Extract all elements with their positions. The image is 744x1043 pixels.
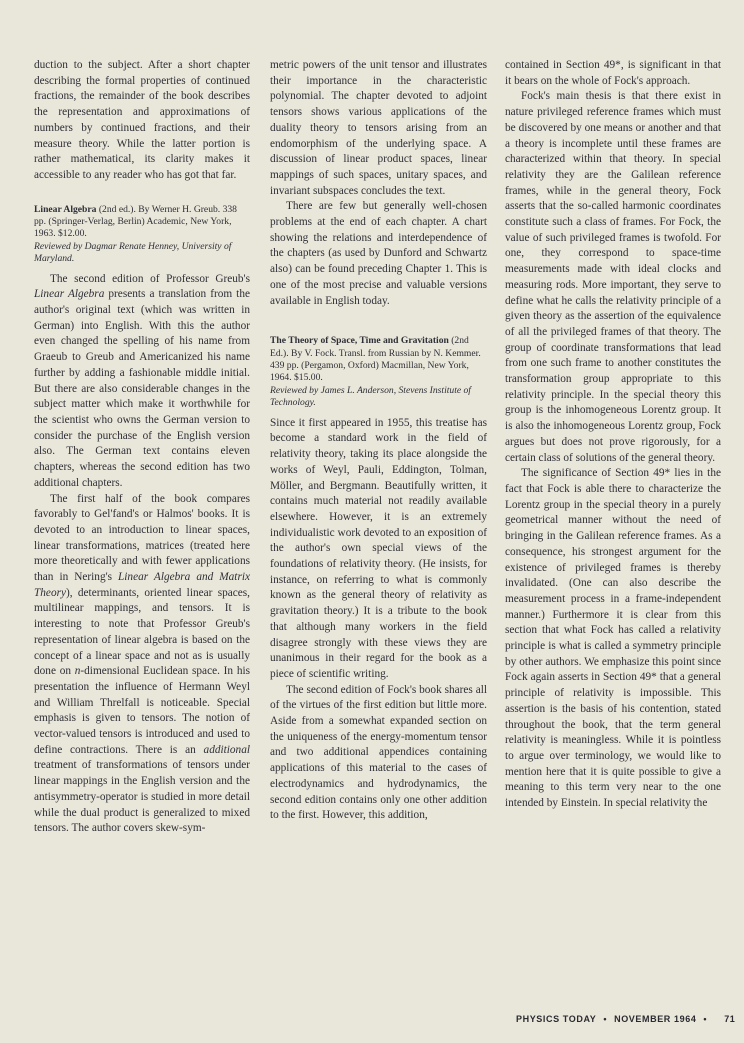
bullet-separator: •	[603, 1014, 608, 1024]
body-paragraph: The second edition of Professor Greub's Linear Algebra presents a translation from the author's original text (which was written in German) into English. With this the author even changed the spelling of his name from Graeub to Greub and Americanized his name further by adding a fashionable middle initial. But there are also considerable changes in the subject matter which make it worthwhile for the scientist who owns the German version to consider the purchase of the English version also. The German text contains eleven chapters, whereas the second edition has two additional chapters.	[34, 272, 250, 489]
reviewer-credit: Reviewed by Dagmar Renate Henney, University of Maryland.	[34, 240, 232, 265]
column-middle	[270, 58, 487, 824]
intro-paragraph: duction to the subject. After a short chapter describing the formal properties of continued fractions, the remainder of the book describes the representation and approximations of numbers by continued fractions, and their measure theory. While the latter portion is rather mathematical, its clarity makes it accessible to any reader who has got that far.	[34, 59, 250, 181]
book-title: The Theory of Space, Time and Gravitation	[270, 335, 449, 347]
issue-date: NOVEMBER 1964	[614, 1014, 697, 1024]
column-right	[505, 58, 721, 812]
review-header-fock	[270, 335, 487, 409]
journal-name: PHYSICS TODAY	[516, 1014, 597, 1024]
body-paragraph: The significance of Section 49* lies in the fact that Fock is able there to characterize the Lorentz group in the special theory in a purely geometrical manner without the need of bringing in the Galilean reference frames. As a consequence, his strongest argument for the existence of privileged frames is thereby invalidated. (One can also describe the measurement process in a frame-independent manner.) Furthermore it is clear from this section that what Fock has called a relativity principle is what is called a symmetry principle by other authors. We emphasize this point since Fock again asserts in Section 49* that a general principle of relativity is impossible. This assertion is the basis of his contention, stated throughout the book, that the term general relativity is meaningless. While it is pointless to argue over terminology, we would like to mention here that it is quite possible to give a meaning to this term very near to the one intended by Einstein. In special relativity the	[505, 467, 721, 810]
body-paragraph: Fock's main thesis is that there exist in nature privileged reference frames which must be discovered by one means or another and that a theory is incomplete until these frames are characterized within that theory. In special relativity they are the Galilean reference frames, while in the general theory, Fock asserts that the so-called harmonic coordinates constitute such a class of frames. For Fock, the value of such privileged frames is twofold. For one, they correspond to space-time measurements made with ideal clocks and measuring rods. More important, they serve to define what he calls the relativity principle of a given theory as the assertion of the equivalence of all the privileged frames of that theory. The group of coordinate transformations that lead from one such frame to another constitutes the transformation group appropriate to this relativity principle. In the special theory this group is the inhomogeneous Lorentz group. It is also the inhomogeneous Lorentz group, Fock argues but does not prove rigorously, for a certain class of solutions of the general theory.	[505, 90, 721, 464]
body-paragraph: The first half of the book compares favorably to Gel'fand's or Halmos' books. It is devoted to an introduction to linear spaces, linear transformations, matrices (treated here more theoretically and with fewer applications than in Nering's Linear Algebra and Matrix Theory), determinants, oriented linear spaces, multilinear mappings, and tensors. It is interesting to note that Professor Greub's representation of linear algebra is based on the concept of a linear space and not as is usually done on n-dimensional Euclidean space. In his presentation the influence of Hermann Weyl and William Threlfall is noticeable. Special emphasis is given to tensors. The notion of vector-valued tensors is introduced and used to define contractions. There is an additional treatment of transformations of tensors under linear mappings in the English version and the antisymmetry-operator is studied in more detail while the dual product is generalized to mixed tensors. The author covers skew-sym-	[34, 492, 250, 835]
column-left	[34, 58, 250, 837]
reviewer-credit: Reviewed by James L. Anderson, Stevens Institute of Technology.	[270, 384, 471, 409]
bullet-separator: •	[703, 1014, 708, 1024]
page-number: 71	[724, 1014, 736, 1024]
body-paragraph: metric powers of the unit tensor and illustrates their importance in the characteristic polynomial. The chapter devoted to adjoint tensors shows various applications of the duality theory to tensors arising from an endomorphism of the underlying space. A discussion of linear product spaces, linear mappings of such spaces, unitary spaces, and invariant subspaces concludes the text.	[270, 59, 487, 197]
review-header-linear-algebra	[34, 204, 250, 266]
body-paragraph: The second edition of Fock's book shares all of the virtues of the first edition but little more. Aside from a somewhat expanded section on the uniqueness of the energy-momentum tensor and two additional appendices containing applications of this material to the cases of electrodynamics and hydrodynamics, the second edition contains only one other addition to the first. However, this addition,	[270, 683, 487, 822]
body-paragraph: Since it first appeared in 1955, this treatise has become a standard work in the field of relativity theory, taking its place alongside the works of Weyl, Pauli, Eddington, Tolman, Möller, and Bergmann. Beautifully written, it contains much material not readily available elsewhere. However, it is an extremely individualistic work devoted to an exposition of the author's own special views of the foundations of relativity theory. (He insists, for instance, on referring to what is commonly known as the general theory of relativity as gravitation theory.) It is a tribute to the book that although many workers in the field disagree strongly with these views they are unanimous in their regard for the book as a piece of scientific writing.	[270, 416, 487, 680]
book-title: Linear Algebra	[34, 203, 97, 215]
body-paragraph: There are few but generally well-chosen problems at the end of each chapter. A chart showing the relations and interdependence of the chapters (as used by Dunford and Schwartz also) can be found preceding Chapter 1. This is one of the most precise and valuable versions available in English today.	[270, 200, 487, 307]
page-footer	[516, 1014, 736, 1024]
book-details: (2nd ed.). By Werner H. Greub. 338 pp. (Springer-Verlag, Berlin) Academic, New York, 1963. $12.00.	[34, 203, 237, 240]
book-details: (2nd Ed.). By V. Fock. Transl. from Russian by N. Kemmer. 439 pp. (Pergamon, Oxford) Macmillan, New York, 1964. $15.00.	[270, 335, 481, 384]
body-paragraph: contained in Section 49*, is significant in that it bears on the whole of Fock's approach.	[505, 59, 721, 87]
